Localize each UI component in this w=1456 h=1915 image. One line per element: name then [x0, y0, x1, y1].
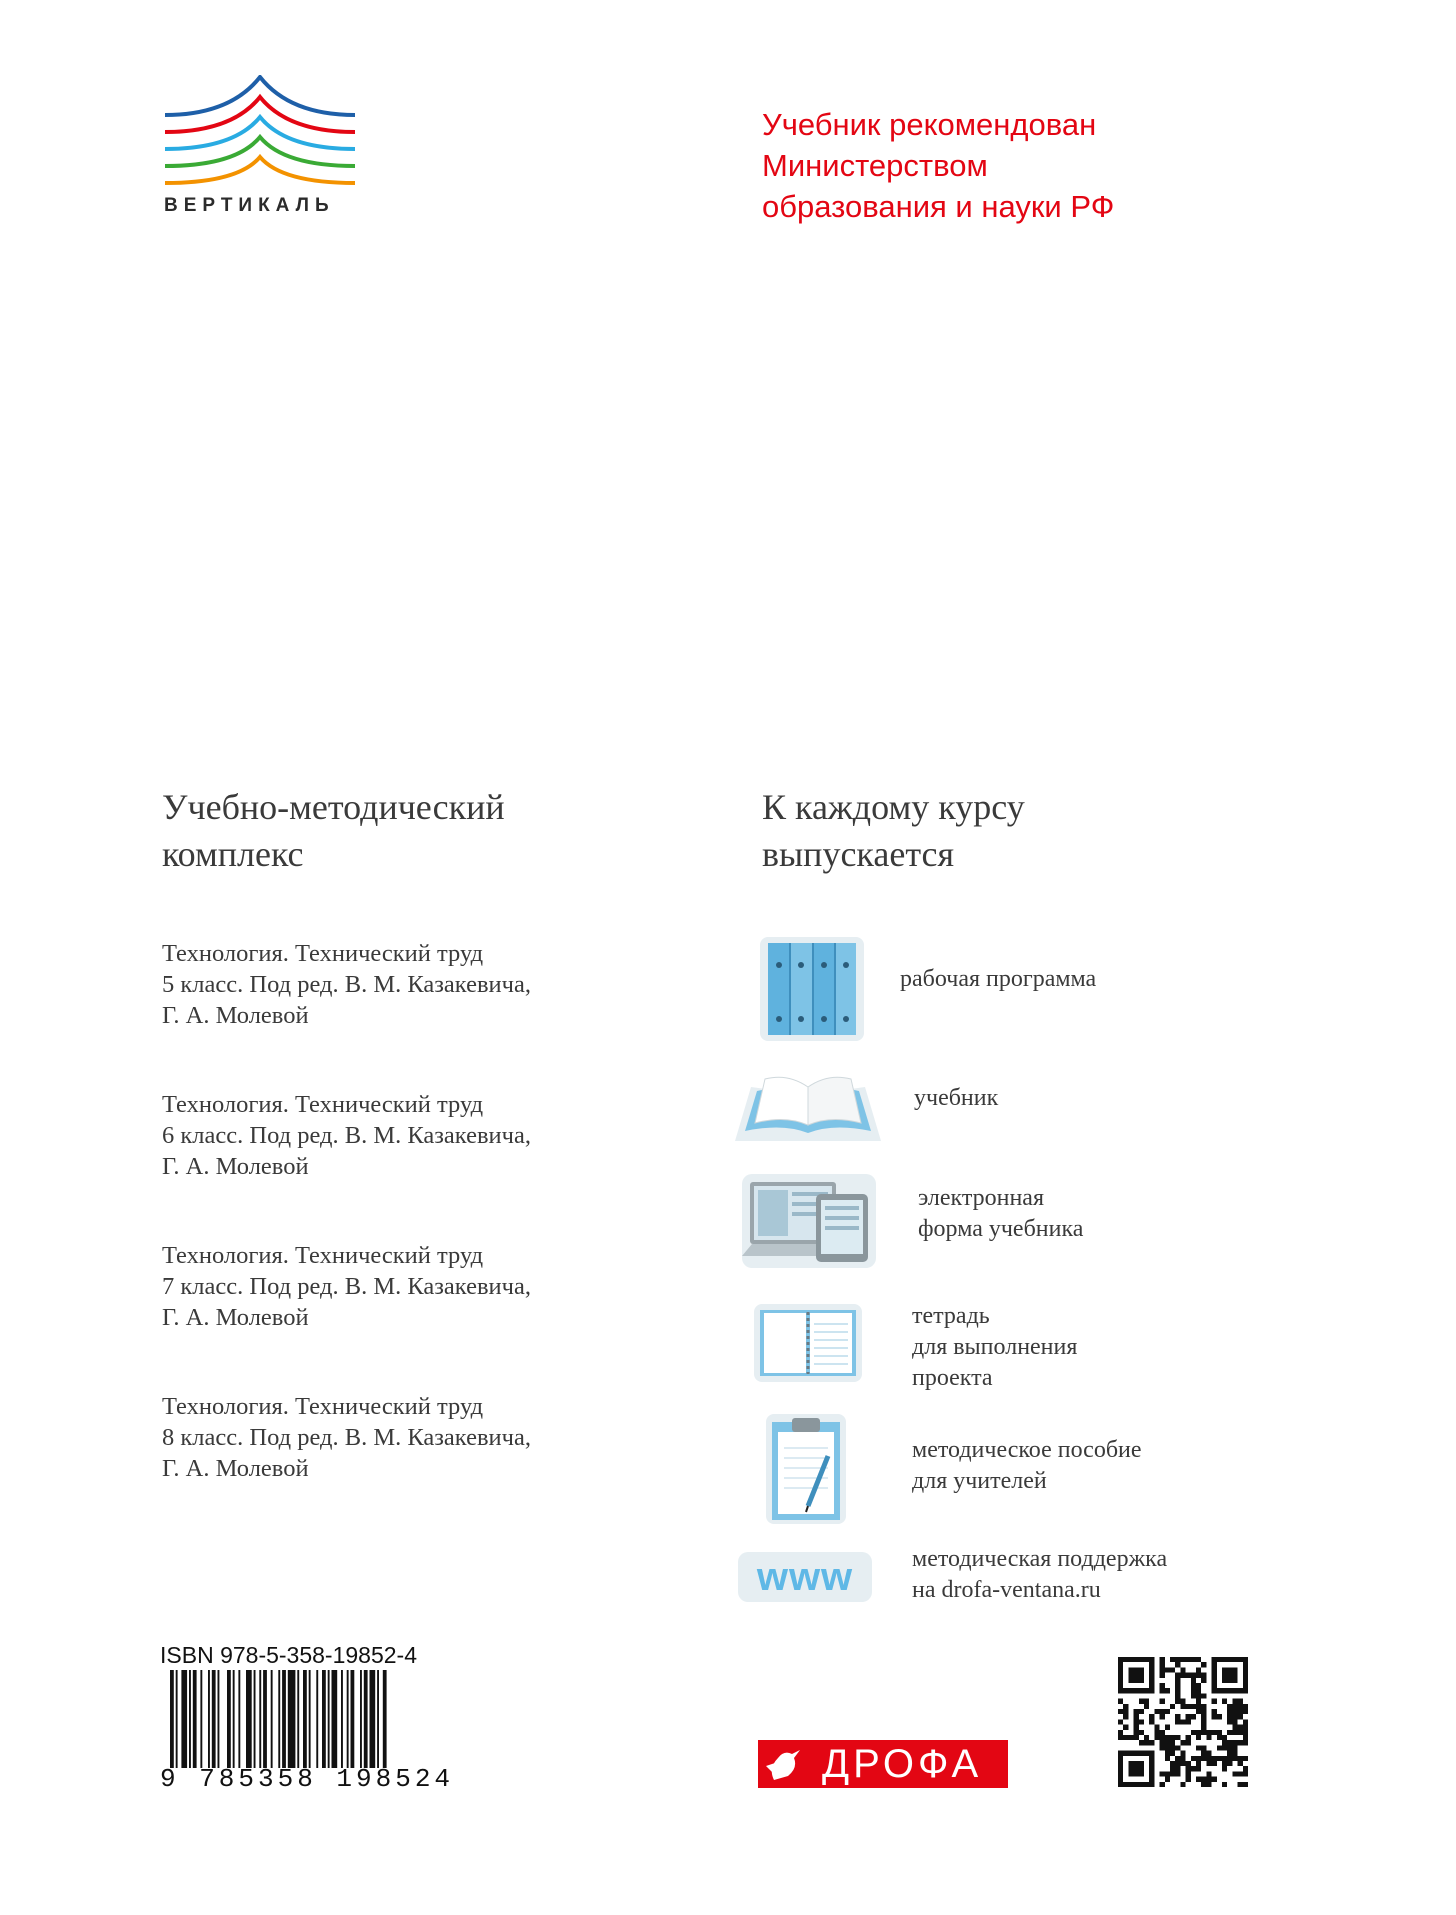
kit-label-line: электронная: [918, 1185, 1044, 1211]
kit-label-line: для выполнения: [912, 1334, 1078, 1360]
umk-heading: [162, 784, 722, 878]
logo-wordmark: ВЕРТИКАЛЬ: [164, 195, 335, 216]
www-icon: [738, 1552, 872, 1602]
recommendation-line: Министерством: [762, 148, 988, 183]
kit-item-label: [914, 1083, 998, 1114]
book-grade-editor: 7 класс. Под ред. В. М. Казакевича,: [162, 1273, 531, 1300]
book-title: Технология. Технический труд: [162, 940, 484, 967]
barcode-digits: 9 785358 198524: [160, 1764, 455, 1794]
publisher-logo: [160, 75, 360, 220]
clipboard-icon: [764, 1412, 848, 1531]
kit-item-label: [912, 1301, 1077, 1394]
recommendation-note: [762, 104, 1114, 227]
book-grade-editor: 5 класс. Под ред. В. М. Казакевича,: [162, 971, 531, 998]
book-entry: [162, 1391, 722, 1484]
www-icon-text: www: [756, 1555, 854, 1599]
umk-heading-line: Учебно-методический: [162, 787, 505, 827]
book-title: Технология. Технический труд: [162, 1242, 484, 1269]
kit-label-line: учебник: [914, 1085, 999, 1111]
kit-label-line: рабочая программа: [900, 966, 1097, 992]
drofa-logo: [758, 1740, 1008, 1788]
kit-heading-line: К каждому курсу: [762, 787, 1025, 827]
book-title: Технология. Технический труд: [162, 1393, 484, 1420]
kit-label-line: методическая поддержка: [912, 1546, 1168, 1572]
book-title: Технология. Технический труд: [162, 1091, 484, 1118]
kit-label-line: тетрадь: [912, 1303, 990, 1329]
book-coeditor: Г. А. Молевой: [162, 1304, 309, 1331]
kit-label-line: проекта: [912, 1365, 993, 1391]
drofa-logo-text: ДРОФА: [822, 1741, 983, 1786]
kit-item-label: [918, 1183, 1083, 1245]
kit-label-line: для учителей: [912, 1468, 1047, 1494]
notebook-icon: [752, 1302, 864, 1389]
book-coeditor: Г. А. Молевой: [162, 1153, 309, 1180]
book-entry: [162, 1240, 722, 1333]
isbn-label: ISBN 978-5-358-19852-4: [160, 1642, 417, 1668]
book-entry: [162, 938, 722, 1031]
umk-heading-line: комплекс: [162, 834, 304, 874]
book-grade-editor: 6 класс. Под ред. В. М. Казакевича,: [162, 1122, 531, 1149]
recommendation-line: Учебник рекомендован: [762, 107, 1097, 142]
book-grade-editor: 8 класс. Под ред. В. М. Казакевича,: [162, 1424, 531, 1451]
barcode-icon: [170, 1670, 442, 1768]
umk-column: [162, 784, 722, 1484]
binder-icon: [758, 935, 866, 1048]
kit-label-line: на drofa-ventana.ru: [912, 1577, 1101, 1603]
kit-label-line: методическое пособие: [912, 1437, 1142, 1463]
book-coeditor: Г. А. Молевой: [162, 1455, 309, 1482]
book-entry: [162, 1089, 722, 1182]
devices-icon: [740, 1172, 878, 1275]
book-coeditor: Г. А. Молевой: [162, 1002, 309, 1029]
vertikal-arches-icon: [160, 75, 360, 195]
qr-code-icon: [1118, 1657, 1248, 1787]
open-book-icon: [733, 1065, 883, 1150]
kit-item-label: [912, 1435, 1142, 1497]
bird-icon: [758, 1740, 818, 1788]
kit-item-label: [912, 1544, 1167, 1606]
kit-heading-line: выпускается: [762, 834, 955, 874]
kit-label-line: форма учебника: [918, 1216, 1084, 1242]
barcode: [170, 1670, 442, 1768]
kit-heading: [762, 784, 1025, 878]
kit-item-label: [900, 964, 1096, 995]
recommendation-line: образования и науки РФ: [762, 189, 1115, 224]
